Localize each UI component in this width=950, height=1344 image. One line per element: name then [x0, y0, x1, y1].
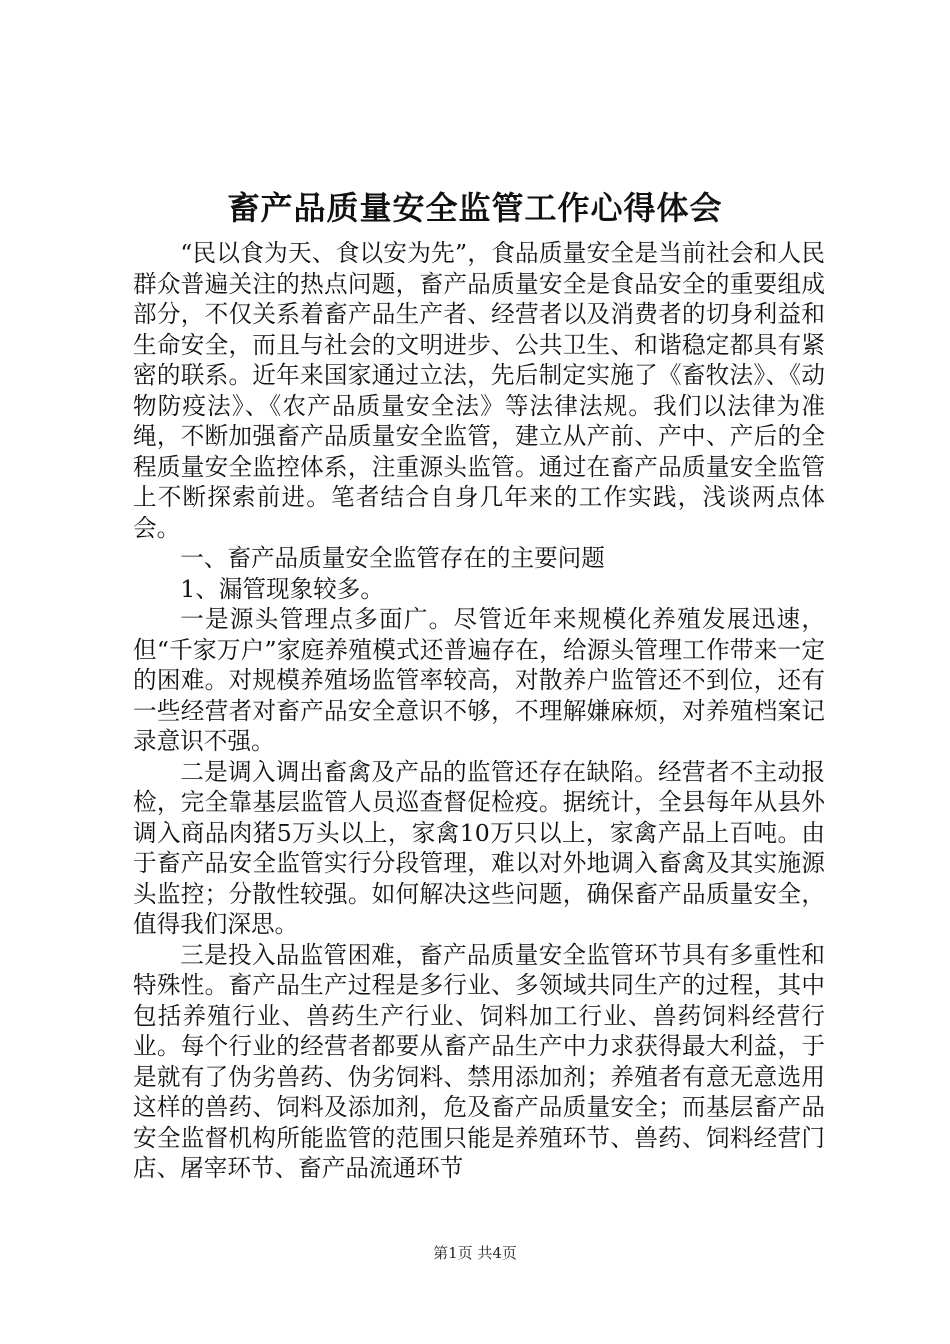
- paragraph-input-supervision: 三是投入品监管困难，畜产品质量安全监管环节具有多重性和特殊性。畜产品生产过程是多行业、多领域共同生产的过程，其中包括养殖行业、兽药生产行业、饲料加工行业、兽药饲料经营行业。每个行业的经营者都要从畜产品生产中力求获得最大利益，于是就有了伪劣兽药、伪劣饲料、禁用添加剂；养殖者有意无意选用这样的兽药、饲料及添加剂，危及畜产品质量安全；而基层畜产品安全监督机构所能监管的范围只能是养殖环节、兽药、饲料经营门店、屠宰环节、畜产品流通环节: [133, 940, 825, 1182]
- page-footer: 第1页 共4页: [433, 1244, 517, 1262]
- paragraph-intro: “民以食为天、食以安为先”，食品质量安全是当前社会和人民群众普遍关注的热点问题，畜产品质量安全是食品安全的重要组成部分，不仅关系着畜产品生产者、经营者以及消费者的切身利益和生命安全，而且与社会的文明进步、公共卫生、和谐稳定都具有紧密的联系。近年来国家通过立法，先后制定实施了《畜牧法》、《动物防疫法》、《农产品质量安全法》等法律法规。我们以法律为准绳，不断加强畜产品质量安全监管，建立从产前、产中、产后的全程质量安全监控体系，注重源头监管。通过在畜产品质量安全监管上不断探索前进。笔者结合自身几年来的工作实践，浅谈两点体会。: [133, 239, 825, 542]
- section-heading-main-problems: 一、畜产品质量安全监管存在的主要问题: [180, 544, 605, 572]
- subheading-missed-supervision: 1、漏管现象较多。: [180, 574, 384, 603]
- document-body: [133, 238, 825, 1184]
- paragraph-source-management: 一是源头管理点多面广。尽管近年来规模化养殖发展迅速，但“千家万户”家庭养殖模式还普遍存在，给源头管理工作带来一定的困难。对规模养殖场监管率较高，对散养户监管还不到位，还有一些经营者对畜产品安全意识不够，不理解嫌麻烦，对养殖档案记录意识不强。: [133, 605, 825, 755]
- document-title: 畜产品质量安全监管工作心得体会: [227, 189, 723, 227]
- paragraph-transfer-supervision: 二是调入调出畜禽及产品的监管还存在缺陷。经营者不主动报检，完全靠基层监管人员巡查督促检疫。据统计，全县每年从县外调入商品肉猪5万头以上，家禽10万只以上，家禽产品上百吨。由于畜产品安全监管实行分段管理，难以对外地调入畜禽及其实施源头监控；分散性较强。如何解决这些问题，确保畜产品质量安全，值得我们深思。: [133, 757, 825, 938]
